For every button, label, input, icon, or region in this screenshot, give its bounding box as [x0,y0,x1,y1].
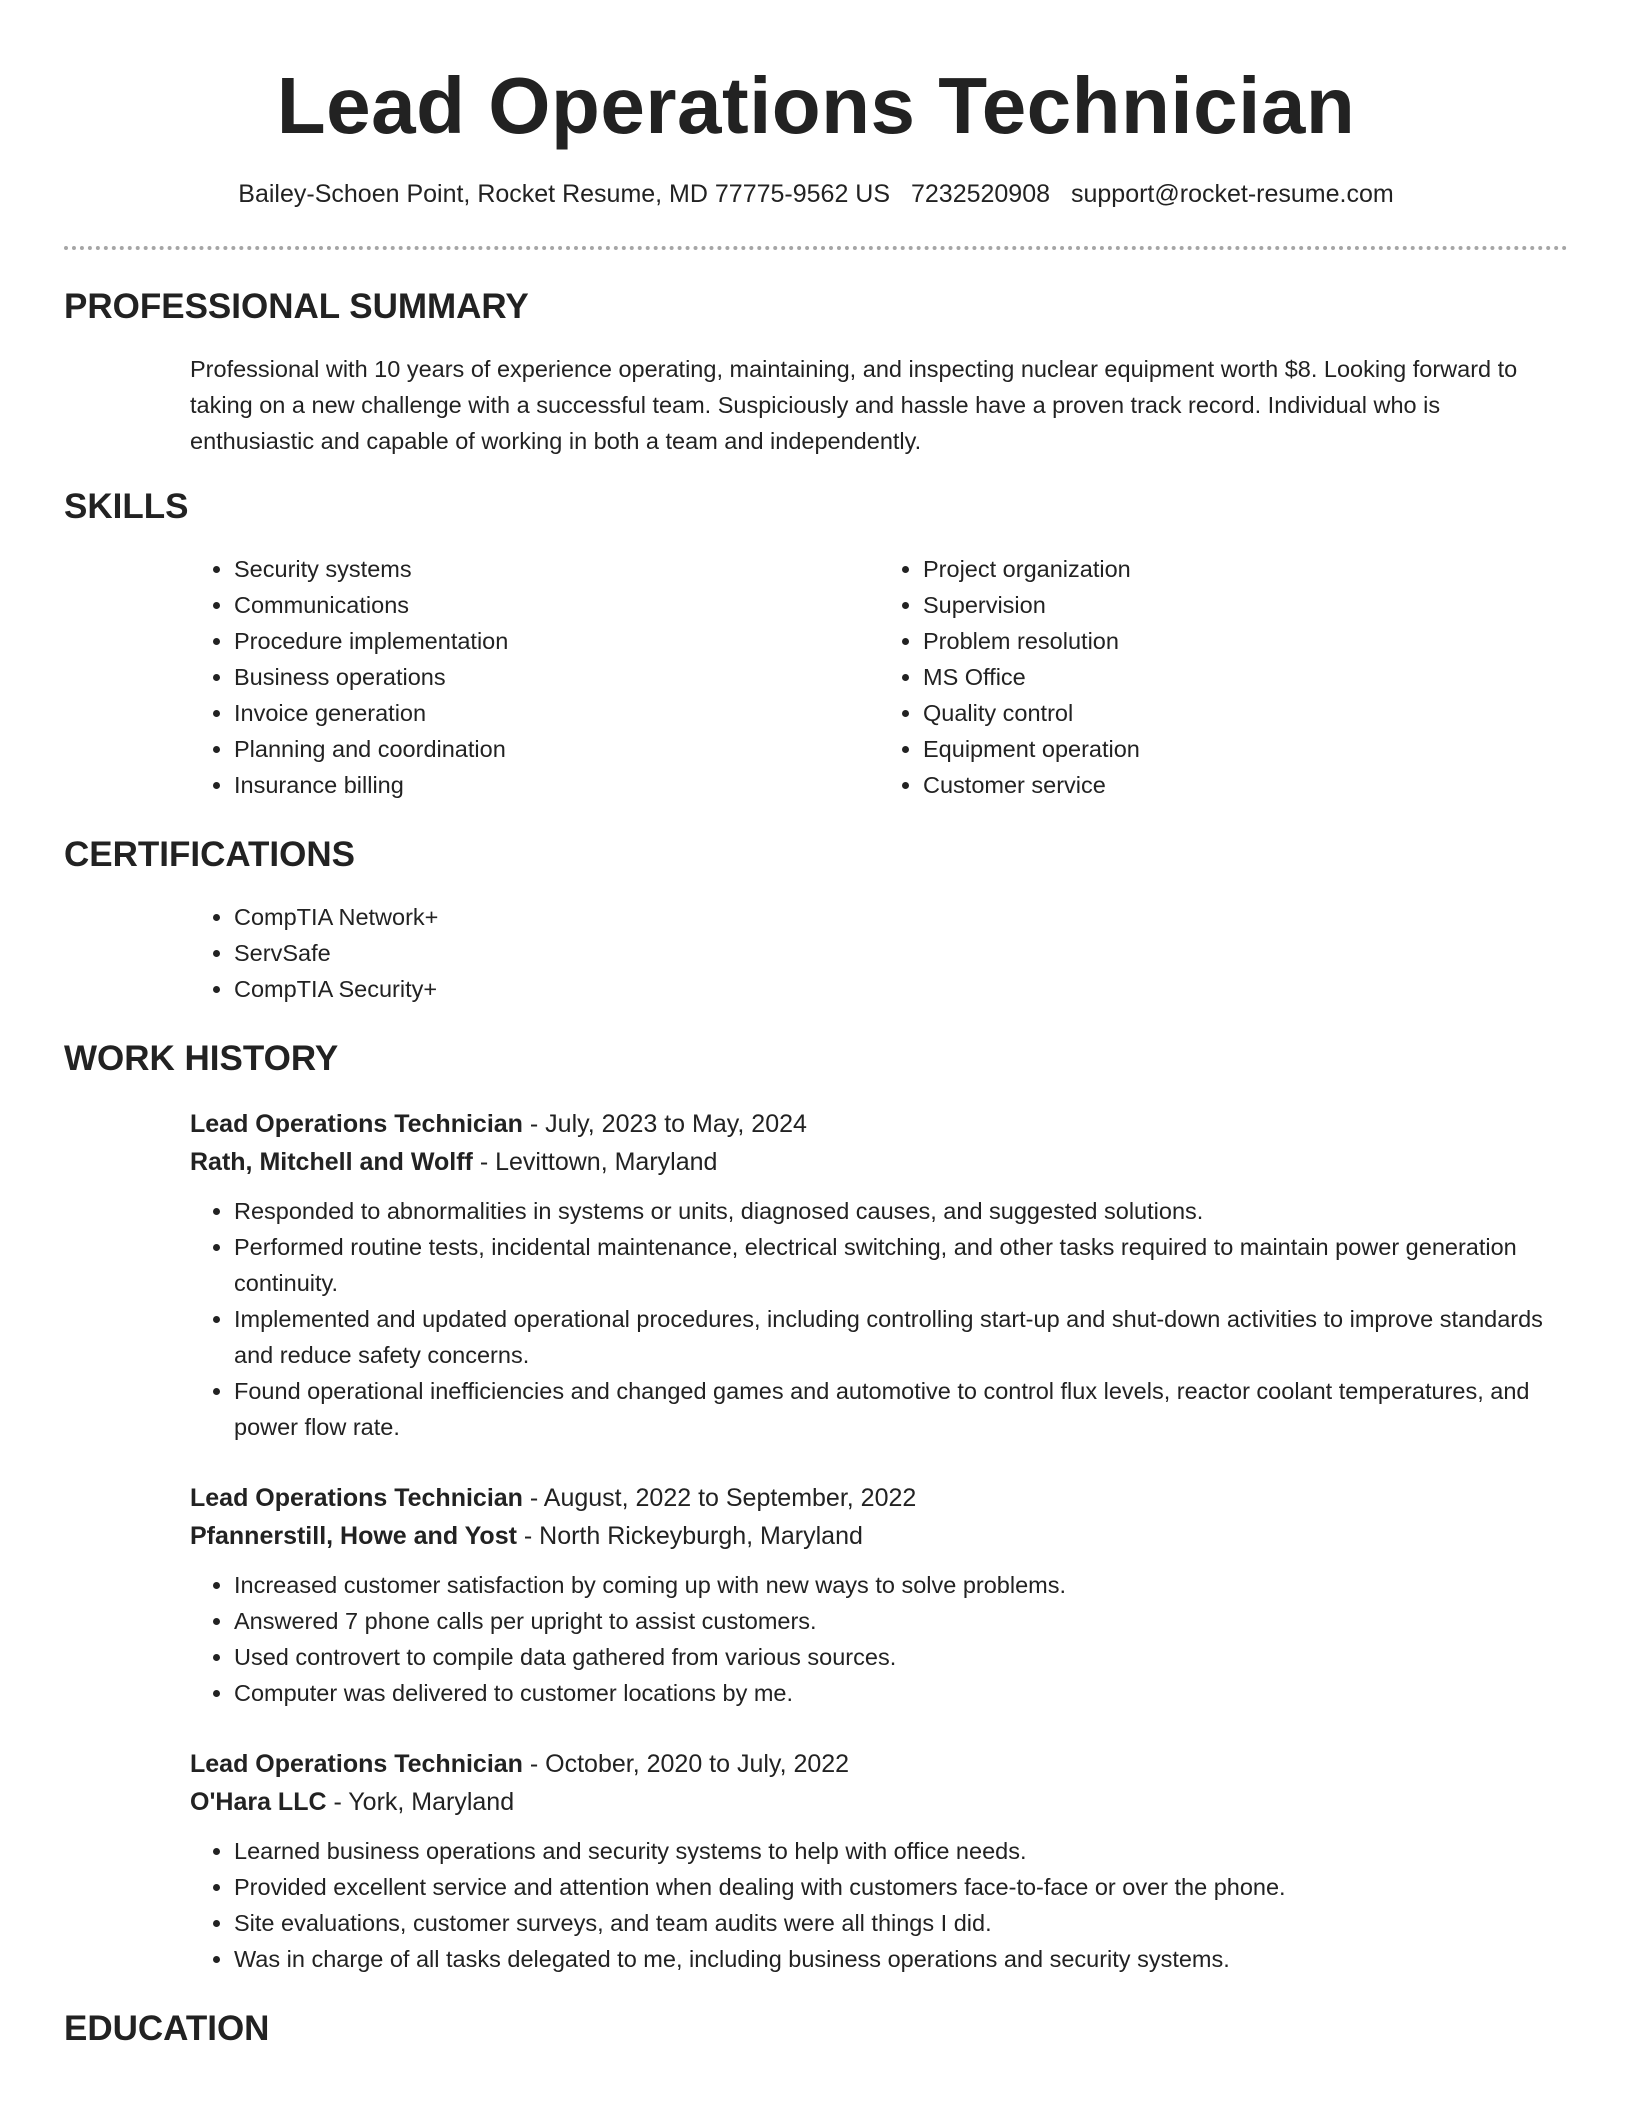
summary-section [64,285,1568,459]
job-location: - North Rickeyburgh, Maryland [516,1522,863,1550]
job-company-line [190,1143,1568,1181]
work-history-section [64,1037,1568,1977]
skills-columns [190,551,1568,803]
contact-email: support@rocket-resume.com [1070,180,1394,208]
skill-item: • Planning and coordination [234,731,879,767]
job-title-line [190,1105,1568,1143]
skill-item: • Business operations [234,659,879,695]
job-company-line [190,1517,1568,1555]
skill-item: • Equipment operation [923,731,1568,767]
job-dates: - August, 2022 to September, 2022 [522,1484,917,1512]
work-history-heading: WORK HISTORY [64,1039,339,1078]
job-entry [190,1745,1568,1977]
job-bullet: • Responded to abnormalities in systems or units, diagnosed causes, and suggested solutions. [234,1193,1568,1229]
certification-item: • ServSafe [234,935,1568,971]
summary-text: Professional with 10 years of experience operating, maintaining, and inspecting nuclear equipment worth $8. Looking forward to taking on a new challenge with a successful team. Suspiciously and hassle have a proven track record. Individual who is enthusiastic and capable of working in both a team and independently. [190,356,1518,454]
candidate-name: Lead Operations Technician [276,61,1356,150]
job-bullets [190,1193,1568,1445]
job-company: O'Hara LLC [190,1788,327,1816]
skill-item: • Procedure implementation [234,623,879,659]
job-bullet: • Implemented and updated operational procedures, including controlling start-up and shut-down activities to improve standards and reduce safety concerns. [234,1301,1568,1373]
contact-line [64,178,1568,210]
job-company: Pfannerstill, Howe and Yost [190,1522,517,1550]
skill-item: • Project organization [923,551,1568,587]
job-bullets [190,1567,1568,1711]
job-bullet: • Found operational inefficiencies and changed games and automotive to control flux levels, reactor coolant temperatures, and power flow rate. [234,1373,1568,1445]
job-bullet: • Was in charge of all tasks delegated to me, including business operations and security systems. [234,1941,1568,1977]
education-heading: EDUCATION [64,2009,270,2048]
header-divider [64,246,1568,250]
job-bullet: • Answered 7 phone calls per upright to assist customers. [234,1603,1568,1639]
job-company: Rath, Mitchell and Wolff [190,1148,473,1176]
certification-item: • CompTIA Security+ [234,971,1568,1007]
job-bullet: • Computer was delivered to customer locations by me. [234,1675,1568,1711]
job-entry [190,1105,1568,1445]
skills-section [64,485,1568,803]
job-entry [190,1479,1568,1711]
certifications-heading: CERTIFICATIONS [64,835,356,874]
skills-list-right [879,551,1568,803]
job-title: Lead Operations Technician [190,1750,523,1778]
skill-item: • Communications [234,587,879,623]
skill-item: • Security systems [234,551,879,587]
job-title: Lead Operations Technician [190,1484,523,1512]
job-bullet: • Performed routine tests, incidental maintenance, electrical switching, and other tasks required to maintain power generation continuity. [234,1229,1568,1301]
resume-page [64,0,1568,2051]
certifications-section [64,833,1568,1007]
summary-heading: PROFESSIONAL SUMMARY [64,287,529,326]
job-title-line [190,1745,1568,1783]
skill-item: • MS Office [923,659,1568,695]
job-bullet: • Site evaluations, customer surveys, and team audits were all things I did. [234,1905,1568,1941]
job-bullet: • Provided excellent service and attention when dealing with customers face-to-face or over the phone. [234,1869,1568,1905]
certifications-list [190,899,1568,1007]
skill-item: • Insurance billing [234,767,879,803]
job-bullets [190,1833,1568,1977]
job-bullet: • Used controvert to compile data gathered from various sources. [234,1639,1568,1675]
certification-item: • CompTIA Network+ [234,899,1568,935]
job-title-line [190,1479,1568,1517]
skill-item: • Quality control [923,695,1568,731]
job-bullet: • Learned business operations and security systems to help with office needs. [234,1833,1568,1869]
job-location: - York, Maryland [326,1788,515,1816]
job-title: Lead Operations Technician [190,1110,523,1138]
education-section [64,2007,1568,2051]
job-dates: - July, 2023 to May, 2024 [522,1110,807,1138]
skill-item: • Invoice generation [234,695,879,731]
contact-phone: 7232520908 [910,180,1051,208]
skills-heading: SKILLS [64,487,189,526]
skill-item: • Supervision [923,587,1568,623]
job-bullet: • Increased customer satisfaction by coming up with new ways to solve problems. [234,1567,1568,1603]
skill-item: • Customer service [923,767,1568,803]
job-location: - Levittown, Maryland [472,1148,718,1176]
job-dates: - October, 2020 to July, 2022 [522,1750,850,1778]
skills-list-left [190,551,879,803]
job-company-line [190,1783,1568,1821]
skill-item: • Problem resolution [923,623,1568,659]
contact-address: Bailey-Schoen Point, Rocket Resume, MD 77775-9562 US [238,180,891,208]
